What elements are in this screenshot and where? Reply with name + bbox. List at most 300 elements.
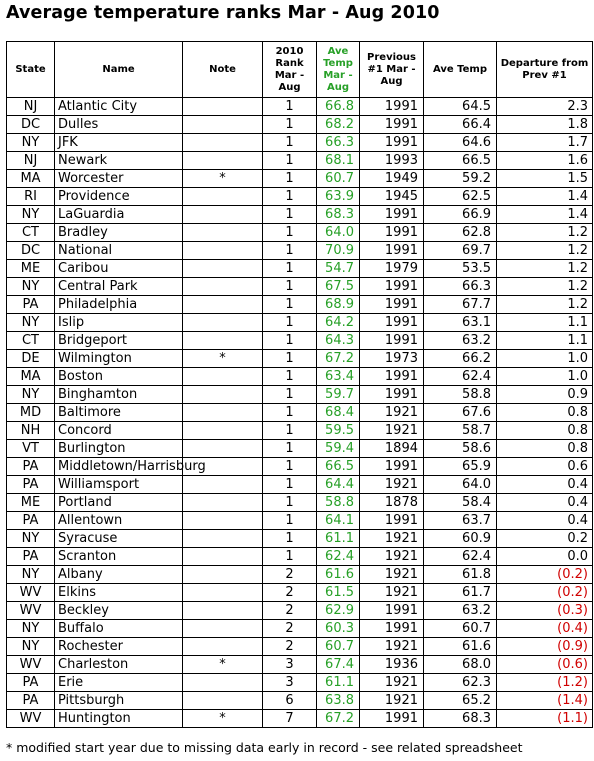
header-note: Note [183,42,263,98]
previous-1-cell: 1979 [360,260,424,278]
rank-cell: 2 [263,584,317,602]
table-row [7,350,593,368]
table-row [7,512,593,530]
ave-temp-cell: 67.6 [424,404,497,422]
rank-cell: 1 [263,476,317,494]
previous-1-cell: 1973 [360,350,424,368]
departure-cell: 1.0 [497,368,593,386]
station-name-cell: Erie [55,674,183,692]
station-name-cell: Bradley [55,224,183,242]
state-cell: NY [7,386,55,404]
rank-cell: 1 [263,188,317,206]
station-name-cell: Caribou [55,260,183,278]
ave-temp-mar-aug-cell: 61.5 [317,584,360,602]
rank-cell: 2 [263,620,317,638]
note-cell: * [183,350,263,368]
ave-temp-cell: 61.7 [424,584,497,602]
ave-temp-mar-aug-cell: 61.1 [317,530,360,548]
previous-1-cell: 1991 [360,206,424,224]
state-cell: PA [7,512,55,530]
note-cell [183,440,263,458]
previous-1-cell: 1949 [360,170,424,188]
previous-1-cell: 1991 [360,116,424,134]
note-cell [183,134,263,152]
note-cell [183,476,263,494]
table-row [7,404,593,422]
table-row [7,224,593,242]
header-state: State [7,42,55,98]
table-row [7,278,593,296]
table-row [7,548,593,566]
station-name-cell: Central Park [55,278,183,296]
table-row [7,422,593,440]
previous-1-cell: 1991 [360,98,424,116]
departure-cell: 1.4 [497,206,593,224]
station-name-cell: Philadelphia [55,296,183,314]
note-cell [183,638,263,656]
ave-temp-cell: 66.5 [424,152,497,170]
table-row [7,170,593,188]
state-cell: NY [7,314,55,332]
note-cell [183,530,263,548]
ave-temp-mar-aug-cell: 68.2 [317,116,360,134]
state-cell: PA [7,692,55,710]
ave-temp-mar-aug-cell: 61.6 [317,566,360,584]
state-cell: ME [7,494,55,512]
ave-temp-mar-aug-cell: 59.7 [317,386,360,404]
station-name-cell: Binghamton [55,386,183,404]
state-cell: PA [7,674,55,692]
state-cell: NJ [7,98,55,116]
ave-temp-mar-aug-cell: 60.3 [317,620,360,638]
ave-temp-mar-aug-cell: 62.9 [317,602,360,620]
rank-cell: 1 [263,260,317,278]
station-name-cell: Bridgeport [55,332,183,350]
ave-temp-mar-aug-cell: 58.8 [317,494,360,512]
ave-temp-cell: 69.7 [424,242,497,260]
departure-cell: 1.1 [497,332,593,350]
rank-cell: 3 [263,656,317,674]
state-cell: DC [7,116,55,134]
previous-1-cell: 1991 [360,710,424,728]
rank-cell: 1 [263,98,317,116]
departure-cell: 1.2 [497,278,593,296]
ave-temp-mar-aug-cell: 64.0 [317,224,360,242]
state-cell: NH [7,422,55,440]
rank-cell: 1 [263,332,317,350]
departure-cell: 1.6 [497,152,593,170]
station-name-cell: Atlantic City [55,98,183,116]
state-cell: DE [7,350,55,368]
state-cell: MA [7,170,55,188]
departure-cell: 0.9 [497,386,593,404]
table-row [7,332,593,350]
state-cell: PA [7,548,55,566]
ave-temp-cell: 58.8 [424,386,497,404]
temperature-ranks-table [6,41,593,728]
departure-cell: (0.3) [497,602,593,620]
departure-cell: 1.4 [497,188,593,206]
previous-1-cell: 1991 [360,296,424,314]
station-name-cell: Syracuse [55,530,183,548]
station-name-cell: Charleston [55,656,183,674]
previous-1-cell: 1945 [360,188,424,206]
state-cell: WV [7,584,55,602]
state-cell: WV [7,710,55,728]
station-name-cell: Dulles [55,116,183,134]
ave-temp-mar-aug-cell: 54.7 [317,260,360,278]
note-cell [183,242,263,260]
departure-cell: (1.1) [497,710,593,728]
header-name: Name [55,42,183,98]
ave-temp-mar-aug-cell: 63.4 [317,368,360,386]
rank-cell: 1 [263,152,317,170]
note-cell [183,332,263,350]
previous-1-cell: 1894 [360,440,424,458]
ave-temp-mar-aug-cell: 66.8 [317,98,360,116]
departure-cell: 1.2 [497,260,593,278]
previous-1-cell: 1921 [360,566,424,584]
departure-cell: 0.4 [497,494,593,512]
station-name-cell: Elkins [55,584,183,602]
station-name-cell: JFK [55,134,183,152]
state-cell: CT [7,224,55,242]
ave-temp-mar-aug-cell: 64.3 [317,332,360,350]
note-cell [183,224,263,242]
ave-temp-cell: 53.5 [424,260,497,278]
table-row [7,530,593,548]
ave-temp-mar-aug-cell: 70.9 [317,242,360,260]
departure-cell: 1.2 [497,242,593,260]
previous-1-cell: 1921 [360,692,424,710]
ave-temp-cell: 66.2 [424,350,497,368]
departure-cell: (0.4) [497,620,593,638]
ave-temp-mar-aug-cell: 62.4 [317,548,360,566]
ave-temp-mar-aug-cell: 61.1 [317,674,360,692]
ave-temp-cell: 63.1 [424,314,497,332]
table-row [7,260,593,278]
station-name-cell: Buffalo [55,620,183,638]
note-cell [183,620,263,638]
state-cell: ME [7,260,55,278]
station-name-cell: Huntington [55,710,183,728]
previous-1-cell: 1991 [360,224,424,242]
previous-1-cell: 1993 [360,152,424,170]
departure-cell: 1.5 [497,170,593,188]
header-ave-temp-mar-aug: Ave Temp Mar - Aug [317,42,360,98]
footnote: * modified start year due to missing data early in record - see related spreadsheet [6,740,523,755]
table-row [7,152,593,170]
rank-cell: 1 [263,242,317,260]
ave-temp-cell: 68.0 [424,656,497,674]
station-name-cell: Portland [55,494,183,512]
previous-1-cell: 1921 [360,404,424,422]
note-cell [183,116,263,134]
previous-1-cell: 1991 [360,242,424,260]
departure-cell: (1.2) [497,674,593,692]
note-cell [183,188,263,206]
note-cell [183,602,263,620]
ave-temp-mar-aug-cell: 67.2 [317,350,360,368]
note-cell [183,368,263,386]
station-name-cell: Wilmington [55,350,183,368]
table-row [7,440,593,458]
table-row [7,188,593,206]
ave-temp-cell: 59.2 [424,170,497,188]
state-cell: NY [7,638,55,656]
ave-temp-mar-aug-cell: 64.1 [317,512,360,530]
ave-temp-mar-aug-cell: 67.5 [317,278,360,296]
departure-cell: 1.2 [497,296,593,314]
ave-temp-cell: 62.3 [424,674,497,692]
ave-temp-mar-aug-cell: 59.5 [317,422,360,440]
previous-1-cell: 1991 [360,512,424,530]
rank-cell: 1 [263,224,317,242]
state-cell: NJ [7,152,55,170]
state-cell: MA [7,368,55,386]
departure-cell: 0.0 [497,548,593,566]
previous-1-cell: 1991 [360,134,424,152]
ave-temp-cell: 62.4 [424,548,497,566]
state-cell: DC [7,242,55,260]
ave-temp-cell: 68.3 [424,710,497,728]
note-cell [183,584,263,602]
departure-cell: 1.0 [497,350,593,368]
note-cell [183,98,263,116]
previous-1-cell: 1936 [360,656,424,674]
station-name-cell: LaGuardia [55,206,183,224]
table-row [7,134,593,152]
table-row [7,386,593,404]
page-title: Average temperature ranks Mar - Aug 2010 [6,3,440,23]
state-cell: PA [7,476,55,494]
rank-cell: 1 [263,116,317,134]
ave-temp-cell: 58.6 [424,440,497,458]
ave-temp-cell: 61.6 [424,638,497,656]
note-cell [183,260,263,278]
rank-cell: 1 [263,494,317,512]
ave-temp-cell: 62.4 [424,368,497,386]
header-ave-temp: Ave Temp [424,42,497,98]
state-cell: NY [7,566,55,584]
ave-temp-mar-aug-cell: 67.2 [317,710,360,728]
ave-temp-cell: 64.6 [424,134,497,152]
header-row [7,42,593,98]
ave-temp-mar-aug-cell: 63.9 [317,188,360,206]
ave-temp-cell: 62.8 [424,224,497,242]
station-name-cell: Boston [55,368,183,386]
departure-cell: 1.2 [497,224,593,242]
station-name-cell: National [55,242,183,260]
table-row [7,566,593,584]
state-cell: VT [7,440,55,458]
note-cell [183,296,263,314]
station-name-cell: Allentown [55,512,183,530]
rank-cell: 6 [263,692,317,710]
previous-1-cell: 1921 [360,548,424,566]
previous-1-cell: 1991 [360,314,424,332]
rank-cell: 1 [263,512,317,530]
table-row [7,476,593,494]
note-cell [183,386,263,404]
table-row [7,494,593,512]
ave-temp-cell: 65.2 [424,692,497,710]
departure-cell: (0.6) [497,656,593,674]
station-name-cell: Pittsburgh [55,692,183,710]
previous-1-cell: 1921 [360,674,424,692]
state-cell: WV [7,656,55,674]
state-cell: RI [7,188,55,206]
table-row [7,710,593,728]
departure-cell: 1.8 [497,116,593,134]
previous-1-cell: 1991 [360,368,424,386]
departure-cell: (1.4) [497,692,593,710]
ave-temp-cell: 58.4 [424,494,497,512]
note-cell [183,152,263,170]
station-name-cell: Concord [55,422,183,440]
ave-temp-cell: 66.4 [424,116,497,134]
ave-temp-mar-aug-cell: 66.3 [317,134,360,152]
departure-cell: 0.4 [497,512,593,530]
departure-cell: 0.2 [497,530,593,548]
ave-temp-cell: 62.5 [424,188,497,206]
ave-temp-cell: 63.2 [424,602,497,620]
state-cell: NY [7,620,55,638]
rank-cell: 1 [263,458,317,476]
departure-cell: 0.8 [497,404,593,422]
state-cell: NY [7,530,55,548]
previous-1-cell: 1921 [360,476,424,494]
rank-cell: 1 [263,206,317,224]
rank-cell: 1 [263,368,317,386]
departure-cell: 0.4 [497,476,593,494]
station-name-cell: Providence [55,188,183,206]
ave-temp-cell: 66.9 [424,206,497,224]
header-previous-1: Previous #1 Mar - Aug [360,42,424,98]
note-cell: * [183,170,263,188]
ave-temp-mar-aug-cell: 66.5 [317,458,360,476]
table-row [7,674,593,692]
note-cell: * [183,656,263,674]
station-name-cell: Newark [55,152,183,170]
previous-1-cell: 1991 [360,620,424,638]
departure-cell: 2.3 [497,98,593,116]
station-name-cell: Burlington [55,440,183,458]
rank-cell: 1 [263,422,317,440]
rank-cell: 1 [263,296,317,314]
rank-cell: 1 [263,386,317,404]
ave-temp-cell: 64.5 [424,98,497,116]
departure-cell: 0.8 [497,422,593,440]
ave-temp-cell: 58.7 [424,422,497,440]
station-name-cell: Islip [55,314,183,332]
previous-1-cell: 1878 [360,494,424,512]
rank-cell: 1 [263,530,317,548]
rank-cell: 1 [263,170,317,188]
ave-temp-cell: 61.8 [424,566,497,584]
state-cell: WV [7,602,55,620]
note-cell [183,278,263,296]
station-name-cell: Beckley [55,602,183,620]
state-cell: CT [7,332,55,350]
ave-temp-cell: 60.7 [424,620,497,638]
table-row [7,314,593,332]
departure-cell: 1.1 [497,314,593,332]
ave-temp-cell: 66.3 [424,278,497,296]
rank-cell: 1 [263,134,317,152]
departure-cell: (0.9) [497,638,593,656]
header-rank: 2010 Rank Mar - Aug [263,42,317,98]
note-cell [183,404,263,422]
previous-1-cell: 1991 [360,386,424,404]
previous-1-cell: 1921 [360,530,424,548]
ave-temp-cell: 60.9 [424,530,497,548]
ave-temp-cell: 64.0 [424,476,497,494]
ave-temp-mar-aug-cell: 59.4 [317,440,360,458]
ave-temp-mar-aug-cell: 68.4 [317,404,360,422]
previous-1-cell: 1991 [360,278,424,296]
previous-1-cell: 1991 [360,602,424,620]
note-cell: * [183,710,263,728]
rank-cell: 3 [263,674,317,692]
note-cell [183,206,263,224]
note-cell [183,692,263,710]
state-cell: NY [7,206,55,224]
rank-cell: 1 [263,314,317,332]
rank-cell: 1 [263,440,317,458]
rank-cell: 2 [263,566,317,584]
table-row [7,206,593,224]
ave-temp-cell: 65.9 [424,458,497,476]
table-row [7,242,593,260]
station-name-cell: Williamsport [55,476,183,494]
table-row [7,116,593,134]
previous-1-cell: 1921 [360,638,424,656]
header-departure: Departure from Prev #1 [497,42,593,98]
table-row [7,638,593,656]
departure-cell: (0.2) [497,584,593,602]
state-cell: MD [7,404,55,422]
station-name-cell: Albany [55,566,183,584]
table-row [7,296,593,314]
state-cell: PA [7,458,55,476]
note-cell [183,512,263,530]
previous-1-cell: 1921 [360,422,424,440]
table-row [7,692,593,710]
ave-temp-mar-aug-cell: 68.3 [317,206,360,224]
ave-temp-mar-aug-cell: 64.2 [317,314,360,332]
departure-cell: (0.2) [497,566,593,584]
departure-cell: 0.6 [497,458,593,476]
state-cell: NY [7,134,55,152]
table-row [7,458,593,476]
station-name-cell: Middletown/Harrisburg [55,458,183,476]
rank-cell: 1 [263,404,317,422]
ave-temp-cell: 67.7 [424,296,497,314]
table-row [7,584,593,602]
station-name-cell: Baltimore [55,404,183,422]
ave-temp-cell: 63.2 [424,332,497,350]
note-cell [183,548,263,566]
table-row [7,368,593,386]
rank-cell: 2 [263,602,317,620]
ave-temp-mar-aug-cell: 64.4 [317,476,360,494]
table-row [7,98,593,116]
station-name-cell: Rochester [55,638,183,656]
note-cell [183,422,263,440]
table-row [7,602,593,620]
note-cell [183,566,263,584]
